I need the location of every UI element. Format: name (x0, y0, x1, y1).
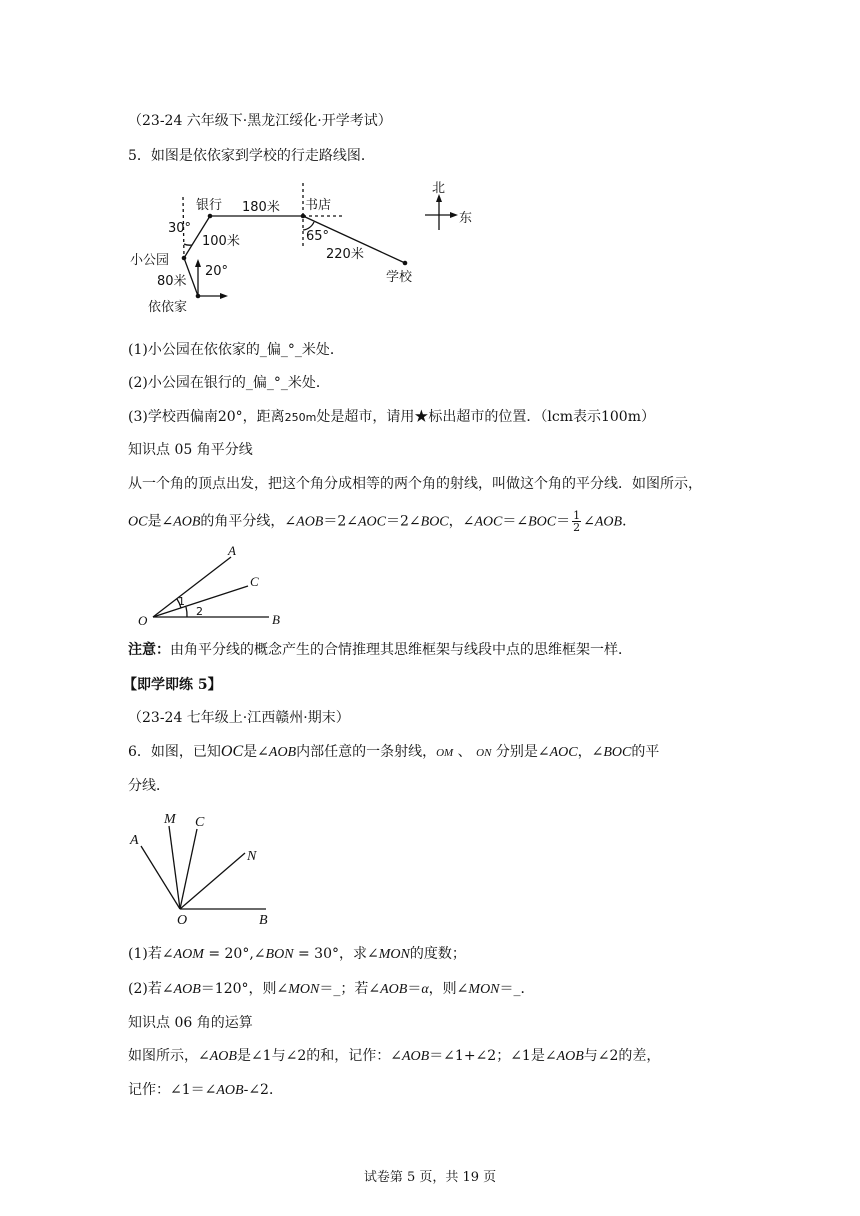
label-n: N (247, 849, 257, 864)
t7: ＝ (556, 513, 571, 530)
s2-t2: ＝120°，则∠ (200, 981, 289, 997)
alpha: α (421, 982, 429, 997)
aob: AOB (556, 1049, 584, 1064)
t1: 是∠ (147, 513, 174, 530)
l2-t2: -∠2． (243, 1082, 283, 1098)
l1-t3: ＝∠1+∠2；∠1是∠ (429, 1048, 557, 1064)
l1-t1: 如图所示，∠ (128, 1048, 210, 1064)
question-6-part-1 (128, 944, 466, 965)
t3: ＝2∠ (323, 513, 358, 530)
aob: AOB (401, 1049, 430, 1064)
label-north: 北 (432, 181, 446, 196)
oc: OC (128, 514, 148, 530)
q6-t1: 如图，已知 (150, 744, 221, 760)
boc: BOC (420, 514, 449, 530)
label-o: O (177, 913, 188, 926)
note-label: 注意： (128, 642, 170, 658)
label-east: 东 (459, 211, 473, 226)
s1-t2: = 20°,∠ (203, 946, 266, 962)
label-dist-180: 180米 (242, 200, 280, 215)
q6-t5: ，∠ (577, 744, 604, 760)
s2-t4: ＝ (407, 981, 422, 997)
ray-om (169, 826, 180, 909)
park-point (182, 256, 187, 261)
label-bookstore: 书店 (305, 198, 332, 213)
aoc: AOC (358, 514, 386, 530)
q6-sep: 、 (457, 744, 472, 760)
question-5-part-1: (1)小公园在依依家的_偏_°_米处． (128, 342, 344, 358)
label-bank: 银行 (196, 198, 223, 213)
om: OM (436, 747, 454, 759)
aob: AOB (173, 514, 201, 530)
question-number: 6． (128, 744, 151, 760)
aob: AOB (216, 1083, 244, 1098)
t4: ＝2∠ (386, 513, 421, 530)
label-angle-1: 1 (178, 595, 185, 608)
s1-t4: 的度数； (409, 946, 466, 962)
knowledge-point-06-title: 知识点 06 角的运算 (128, 1015, 253, 1031)
t8: ∠ (583, 513, 595, 530)
frac-num: 1 (573, 509, 581, 522)
part-3-distance: 250m (284, 411, 317, 424)
aob: AOB (173, 982, 201, 997)
s2-t3: ＝_；若∠ (319, 981, 381, 997)
aoc: AOC (474, 514, 503, 530)
angle-operation-line-2 (128, 1080, 283, 1101)
aob: AOB (268, 745, 297, 760)
l1-t4: 与∠2的差， (583, 1048, 661, 1064)
label-angle-65: 65° (306, 229, 330, 244)
mon: MON (288, 982, 320, 997)
mon: MON (378, 947, 410, 962)
practice-heading: 【即学即练 5】 (123, 677, 222, 693)
label-dist-220: 220米 (326, 247, 364, 262)
label-park: 小公园 (130, 253, 170, 268)
label-b: B (272, 612, 280, 627)
q6-t4: 分别是∠ (495, 744, 550, 760)
bank-point (208, 214, 213, 219)
mon: MON (468, 982, 500, 997)
t5: ，∠ (448, 513, 475, 530)
source-note-2: （23-24 七年级上·江西赣州·期末） (128, 710, 350, 726)
label-o: O (138, 613, 148, 628)
home-point (196, 294, 201, 299)
part-3-text-b: 处是超市，请用★标出超市的位置．（lcm表示100m） (316, 409, 655, 425)
angle-arc-2 (186, 607, 187, 617)
fraction-one-half (572, 510, 581, 533)
t9: ． (622, 513, 637, 530)
q6-t3: 内部任意的一条射线， (296, 744, 437, 760)
home-east-arrow-icon (220, 293, 228, 299)
t2: 的角平分线，∠ (200, 513, 297, 530)
home-north-arrow-icon (195, 259, 201, 267)
school-point (403, 261, 408, 266)
boc: BOC (603, 745, 632, 760)
question-5-stem (128, 146, 375, 166)
question-5-part-2: (2)小公园在银行的_偏_°_米处． (128, 375, 330, 391)
aoc: AOC (549, 745, 578, 760)
part-3-text-a: (3)学校西偏南20°，距离 (128, 409, 285, 425)
label-c: C (250, 574, 259, 589)
label-c: C (195, 815, 205, 830)
question-6-stem (128, 742, 659, 763)
aob: AOB (594, 514, 623, 530)
label-a: A (130, 833, 139, 848)
s2-t6: ＝_． (499, 981, 535, 997)
bisector-definition: 从一个角的顶点出发，把这个角分成相等的两个角的射线，叫做这个角的平分线．如图所示， (128, 476, 702, 492)
ray-oa (141, 846, 180, 909)
aom: AOM (173, 947, 204, 962)
q6-t2: 是∠ (243, 744, 269, 760)
s1-t1: (1)若∠ (128, 946, 174, 962)
label-dist-80: 80米 (157, 274, 187, 289)
question-text: 如图是依依家到学校的行走路线图． (150, 148, 375, 164)
label-m: M (164, 812, 176, 827)
label-angle-2: 2 (196, 605, 203, 618)
compass-east-arrow-icon (450, 212, 458, 218)
label-dist-100: 100米 (202, 234, 240, 249)
boc: BOC (528, 514, 557, 530)
l2-t1: 记作：∠1＝∠ (128, 1082, 217, 1098)
q6-t6: 的平 (631, 744, 660, 760)
s2-t5: ，则∠ (428, 981, 469, 997)
l1-t2: 是∠1与∠2的和，记作：∠ (236, 1048, 402, 1064)
route-map-figure (120, 178, 500, 318)
s2-t1: (2)若∠ (128, 981, 174, 997)
label-home: 依依家 (148, 300, 188, 315)
label-b: B (259, 913, 268, 926)
page-footer: 试卷第 5 页，共 19 页 (363, 1170, 497, 1185)
oc: OC (220, 743, 244, 760)
question-number: 5． (128, 148, 151, 164)
source-note-1: （23-24 六年级下·黑龙江绥化·开学考试） (128, 113, 392, 129)
label-a: A (228, 544, 236, 558)
question-5-part-3 (128, 407, 655, 428)
angle-bisector-figure (130, 544, 300, 630)
aob: AOB (209, 1049, 237, 1064)
s1-t3: = 30°，求∠ (293, 946, 379, 962)
on: ON (476, 747, 492, 759)
bon: BON (265, 947, 294, 962)
knowledge-point-05-title: 知识点 05 角平分线 (128, 442, 253, 458)
label-angle-30: 30° (168, 221, 192, 236)
frac-den: 2 (573, 521, 581, 534)
note-text: 由角平分线的概念产生的合情推理其思维框架与线段中点的思维框架一样． (170, 642, 632, 658)
bookstore-point (301, 214, 306, 219)
label-school: 学校 (386, 270, 413, 285)
bisector-formula (128, 510, 636, 533)
question-6-stem-line-2: 分线． (128, 778, 170, 794)
aob: AOB (380, 982, 408, 997)
t6: ＝∠ (502, 513, 529, 530)
label-angle-20: 20° (205, 264, 229, 279)
angle-arc-30 (184, 244, 192, 245)
aob: AOB (296, 514, 324, 530)
ray-oa (153, 557, 231, 617)
angle-operation-line-1 (128, 1046, 660, 1067)
note (128, 640, 632, 660)
rays-figure (122, 806, 282, 926)
question-6-part-2 (128, 979, 535, 1000)
